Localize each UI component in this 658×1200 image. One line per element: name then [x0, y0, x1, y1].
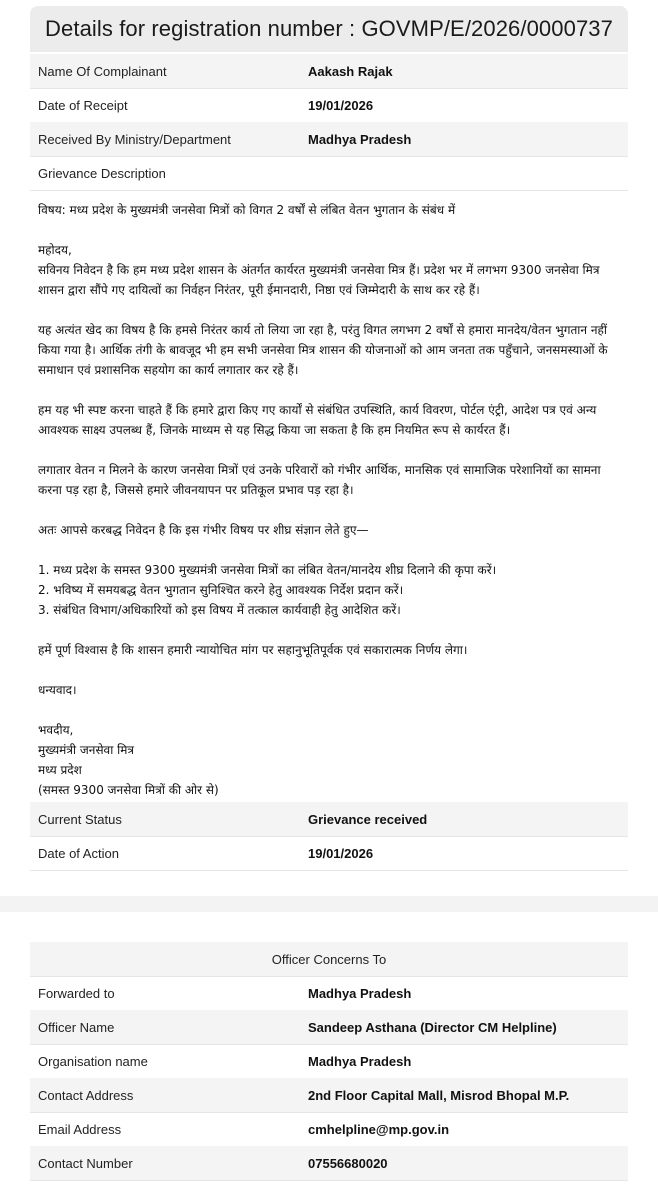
row-label: Forwarded to	[38, 985, 115, 1001]
row-grievance-description	[30, 156, 628, 191]
grievance-list-item: 2. भविष्य में समयबद्ध वेतन भुगतान सुनिश्चित करने हेतु आवश्यक निर्देश प्रदान करें।	[38, 583, 404, 597]
grievance-signoff-line: भवदीय,	[38, 723, 74, 737]
row-current-status	[30, 802, 628, 837]
row-label: Contact Address	[38, 1087, 134, 1103]
row-value: Aakash Rajak	[308, 63, 393, 79]
row-value: Madhya Pradesh	[308, 1053, 412, 1069]
row-value: Grievance received	[308, 811, 428, 827]
row-label: Name Of Complainant	[38, 63, 167, 79]
grievance-salutation: महोदय,	[38, 243, 72, 257]
row-contact-number	[30, 1146, 628, 1181]
grievance-list-item: 1. मध्य प्रदेश के समस्त 9300 मुख्यमंत्री जनसेवा मित्रों का लंबित वेतन/मानदेय शीघ्र दिलाने की कृपा करें।	[38, 563, 497, 577]
row-label: Officer Name	[38, 1019, 115, 1035]
row-label: Grievance Description	[38, 165, 166, 181]
row-received-by	[30, 122, 628, 157]
row-label: Organisation name	[38, 1053, 148, 1069]
grievance-paragraph-4: लगातार वेतन न मिलने के कारण जनसेवा मित्रों एवं उनके परिवारों को गंभीर आर्थिक, मानसिक एवं सामाजिक परेशानियों का सामना करना पड़ रहा है, जिससे हमारे जीवनयापन पर प्रतिकूल प्रभाव पड़ रहा है।	[38, 463, 601, 497]
row-value[interactable]: 07556680020	[308, 1155, 388, 1171]
row-label: Received By Ministry/Department	[38, 131, 231, 147]
row-value: 19/01/2026	[308, 97, 374, 113]
grievance-subject: विषय: मध्य प्रदेश के मुख्यमंत्री जनसेवा मित्रों को विगत 2 वर्षों से लंबित वेतन भुगतान के संबंध में	[38, 203, 456, 217]
grievance-signoff-line: (समस्त 9300 जनसेवा मित्रों की ओर से)	[38, 783, 219, 797]
row-value[interactable]: cmhelpline@mp.gov.in	[308, 1121, 450, 1137]
grievance-list-item: 3. संबंधित विभाग/अधिकारियों को इस विषय में तत्काल कार्यवाही हेतु आदेशित करें।	[38, 603, 401, 617]
section-divider	[0, 896, 658, 912]
row-contact-address	[30, 1078, 628, 1113]
row-date-of-receipt	[30, 88, 628, 123]
row-organisation-name	[30, 1044, 628, 1079]
row-label: Email Address	[38, 1121, 122, 1137]
grievance-paragraph-2: यह अत्यंत खेद का विषय है कि हमसे निरंतर कार्य तो लिया जा रहा है, परंतु विगत लगभग 2 वर्षों से हमारा मानदेय/वेतन भुगतान नहीं किया गया है। आर्थिक तंगी के बावजूद भी हम सभी जनसेवा मित्र शासन की योजनाओं को आम जनता तक पहुँचाने, जनसमस्याओं के समाधान एवं प्रशासनिक सहयोग का कार्य लगातार कर रहे हैं।	[38, 323, 608, 377]
page-title: Details for registration number : GOVMP/E/2026/0000737	[30, 6, 628, 52]
row-complainant	[30, 54, 628, 89]
officer-section-heading: Officer Concerns To	[30, 942, 628, 977]
grievance-signoff-line: मुख्यमंत्री जनसेवा मित्र	[38, 743, 135, 757]
row-officer-name	[30, 1010, 628, 1045]
grievance-paragraph-3: हम यह भी स्पष्ट करना चाहते हैं कि हमारे द्वारा किए गए कार्यों से संबंधित उपस्थिति, कार्य विवरण, पोर्टल एंट्री, आदेश पत्र एवं अन्य आवश्यक साक्ष्य उपलब्ध हैं, जिनके माध्यम से यह सिद्ध किया जा सकता है कि हम नियमित रूप से कार्यरत हैं।	[38, 403, 597, 437]
grievance-thanks: धन्यवाद।	[38, 683, 77, 697]
row-forwarded-to	[30, 976, 628, 1011]
row-label: Current Status	[38, 811, 122, 827]
row-value: 2nd Floor Capital Mall, Misrod Bhopal M.P.	[308, 1087, 570, 1103]
row-email-address	[30, 1112, 628, 1147]
row-value: Sandeep Asthana (Director CM Helpline)	[308, 1019, 557, 1035]
row-value: 19/01/2026	[308, 845, 374, 861]
grievance-description-text	[30, 192, 628, 802]
row-date-of-action	[30, 836, 628, 871]
row-label: Date of Action	[38, 845, 119, 861]
grievance-paragraph-1: सविनय निवेदन है कि हम मध्य प्रदेश शासन के अंतर्गत कार्यरत मुख्यमंत्री जनसेवा मित्र हैं। प्रदेश भर में लगभग 9300 जनसेवा मित्र शासन द्वारा सौंपे गए दायित्वों का निर्वहन निरंतर, पूरी ईमानदारी, निष्ठा एवं जिम्मेदारी के साथ कर रहे हैं।	[38, 263, 600, 297]
row-label: Contact Number	[38, 1155, 133, 1171]
grievance-signoff-line: मध्य प्रदेश	[38, 763, 82, 777]
grievance-paragraph-6: हमें पूर्ण विश्वास है कि शासन हमारी न्यायोचित मांग पर सहानुभूतिपूर्वक एवं सकारात्मक निर्णय लेगा।	[38, 643, 468, 657]
row-value: Madhya Pradesh	[308, 131, 412, 147]
row-value: Madhya Pradesh	[308, 985, 412, 1001]
grievance-paragraph-5: अतः आपसे करबद्ध निवेदन है कि इस गंभीर विषय पर शीघ्र संज्ञान लेते हुए—	[38, 523, 369, 537]
row-label: Date of Receipt	[38, 97, 128, 113]
